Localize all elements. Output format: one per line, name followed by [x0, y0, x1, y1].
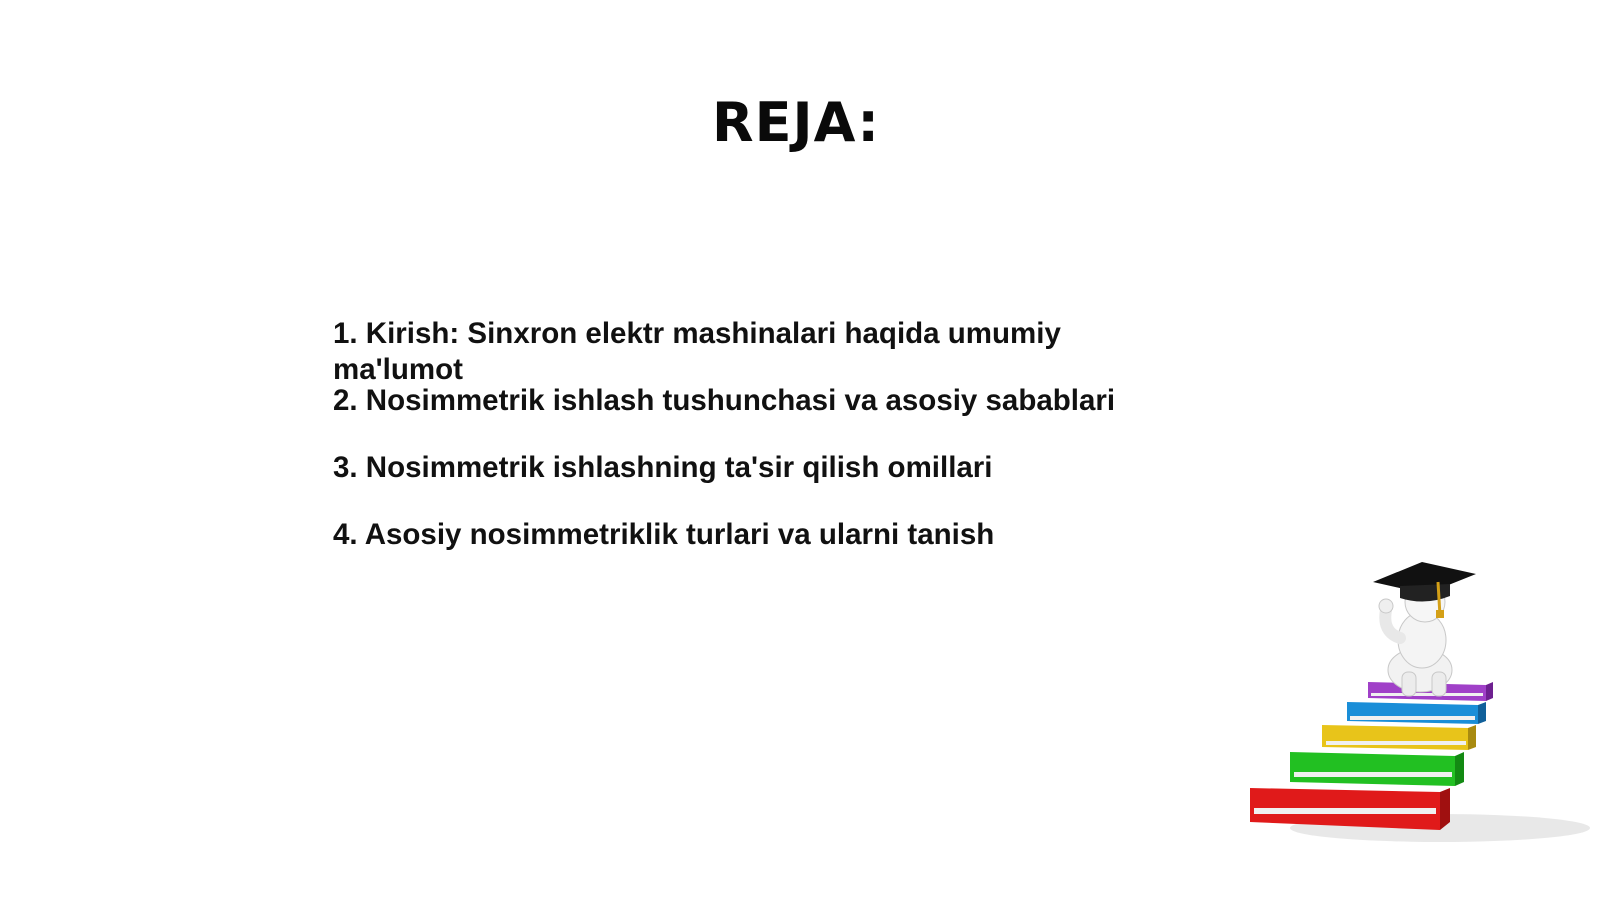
red-book-icon — [1250, 788, 1450, 830]
blue-book-icon — [1347, 702, 1486, 724]
yellow-book-icon — [1322, 725, 1476, 750]
plan-item-3: 3. Nosimmetrik ishlashning ta'sir qilish omillari — [333, 451, 993, 484]
plan-item-2: 2. Nosimmetrik ishlash tushunchasi va asosiy sabablari — [333, 384, 1116, 417]
green-book-icon — [1290, 752, 1464, 786]
plan-item-4: 4. Asosiy nosimmetriklik turlari va ularni tanish — [333, 518, 995, 551]
slide-title-text: REJA: — [712, 91, 880, 154]
graduate-figure-on-book-stairs-icon — [1250, 560, 1590, 860]
slide-title — [0, 88, 1600, 158]
plan-item-1: 1. Kirish: Sinxron elektr mashinalari haqida umumiy ma'lumot — [333, 317, 1061, 386]
